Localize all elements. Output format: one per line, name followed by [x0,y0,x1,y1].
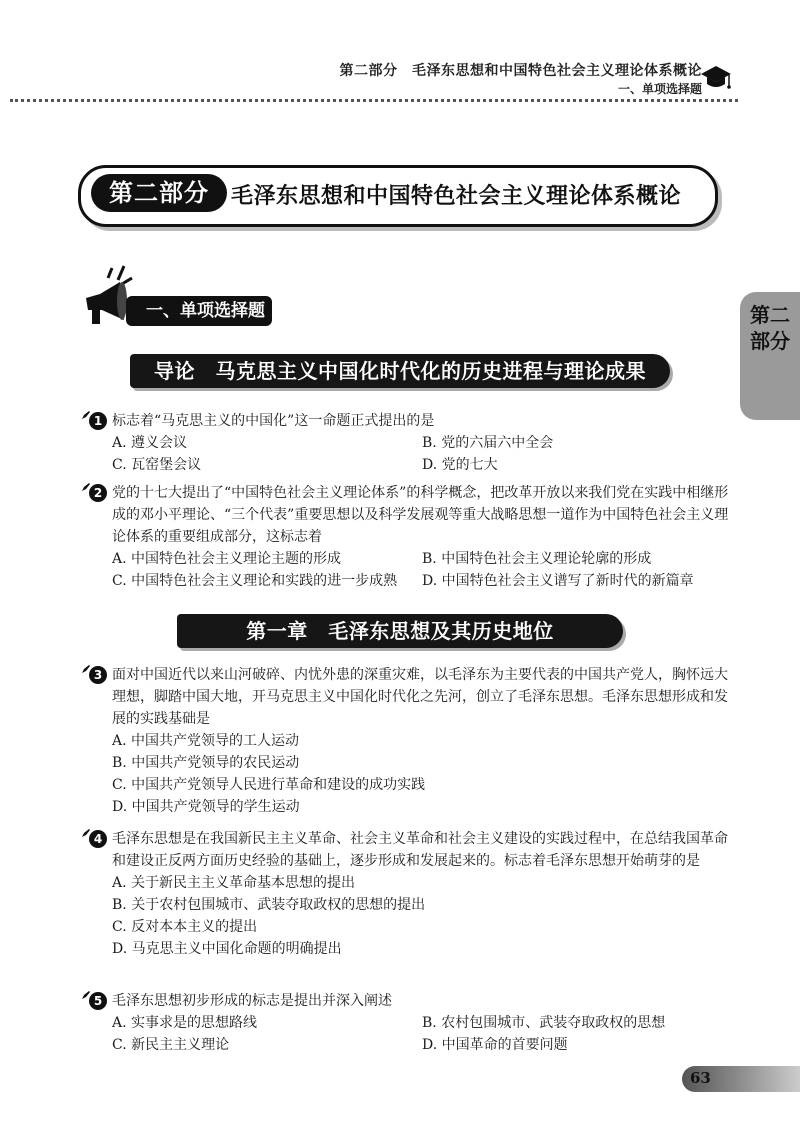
option-b: B. 中国共产党领导的农民运动 [112,755,300,771]
option-a: A. 实事求是的思想路线 [112,1015,258,1031]
option-a: A. 中国共产党领导的工人运动 [112,733,300,749]
question-5 [90,990,730,1056]
options [112,1012,730,1056]
question-stem: 毛泽东思想是在我国新民主主义革命、社会主义革命和社会主义建设的实践过程中，在总结我国革命和建设正反两方面历史经验的基础上，逐步形成和发展起来的。标志着毛泽东思想开始萌芽的是 [112,831,728,869]
options [112,730,730,818]
running-header-subtitle: 一、单项选择题 [617,82,702,96]
options [112,432,730,476]
option-a: A. 关于新民主主义革命基本思想的提出 [112,875,356,891]
header-dotted-rule [10,99,738,102]
option-b: B. 关于农村包围城市、武装夺取政权的思想的提出 [112,897,426,913]
question-stem: 标志着“马克思主义的中国化”这一命题正式提出的是 [112,413,435,429]
question-4 [90,828,730,960]
options [112,548,730,592]
chapter-banner-1: 第一章 毛泽东思想及其历史地位 [177,614,623,648]
question-number-badge: 5 [84,992,106,1010]
chapter-banner-intro: 导论 马克思主义中国化时代化的历史进程与理论成果 [130,354,670,388]
part-tag: 第二部分 [91,174,227,212]
question-stem: 面对中国近代以来山河破碎、内忧外患的深重灾难，以毛泽东为主要代表的中国共产党人，胸怀远大理想，脚踏中国大地，开马克思主义中国化时代化之先河，创立了毛泽东思想。毛泽东思想形成和发展的实践基础是 [112,667,728,727]
question-3 [90,664,730,818]
options [112,872,730,960]
question-2 [90,482,730,592]
question-stem: 毛泽东思想初步形成的标志是提出并深入阐述 [112,993,392,1009]
option-b: B. 农村包围城市、武装夺取政权的思想 [422,1015,666,1031]
option-d: D. 党的七大 [422,457,498,473]
option-b: B. 中国特色社会主义理论轮廓的形成 [422,551,652,567]
option-c: C. 新民主主义理论 [112,1037,230,1053]
question-number-badge: 2 [84,484,106,502]
option-c: C. 中国共产党领导人民进行革命和建设的成功实践 [112,777,426,793]
question-1 [90,410,730,476]
option-d: D. 中国革命的首要问题 [422,1037,568,1053]
question-stem: 党的十七大提出了“中国特色社会主义理论体系”的科学概念，把改革开放以来我们党在实践中相继形成的邓小平理论、“三个代表”重要思想以及科学发展观等重大战略思想一道作为中国特色社会主义理论体系的重要组成部分，这标志着 [112,485,729,545]
option-b: B. 党的六届六中全会 [422,435,554,451]
page-number: 63 [690,1069,711,1087]
option-a: A. 遵义会议 [112,435,188,451]
question-number-badge: 1 [84,412,106,430]
option-c: C. 反对本本主义的提出 [112,919,258,935]
option-c: C. 瓦窑堡会议 [112,457,202,473]
part-title: 毛泽东思想和中国特色社会主义理论体系概论 [231,184,682,209]
section-heading: 一、单项选择题 [126,296,272,326]
graduation-cap-icon [700,64,732,92]
part-title-banner [78,165,718,227]
option-d: D. 马克思主义中国化命题的明确提出 [112,941,342,957]
option-a: A. 中国特色社会主义理论主题的形成 [112,551,342,567]
side-tab-label: 第二部分 [750,303,790,353]
option-c: C. 中国特色社会主义理论和实践的进一步成熟 [112,573,398,589]
option-d: D. 中国共产党领导的学生运动 [112,799,300,815]
running-header-title: 第二部分 毛泽东思想和中国特色社会主义理论体系概论 [339,63,702,79]
question-number-badge: 3 [84,666,106,684]
option-d: D. 中国特色社会主义谱写了新时代的新篇章 [422,573,694,589]
question-number-badge: 4 [84,830,106,848]
